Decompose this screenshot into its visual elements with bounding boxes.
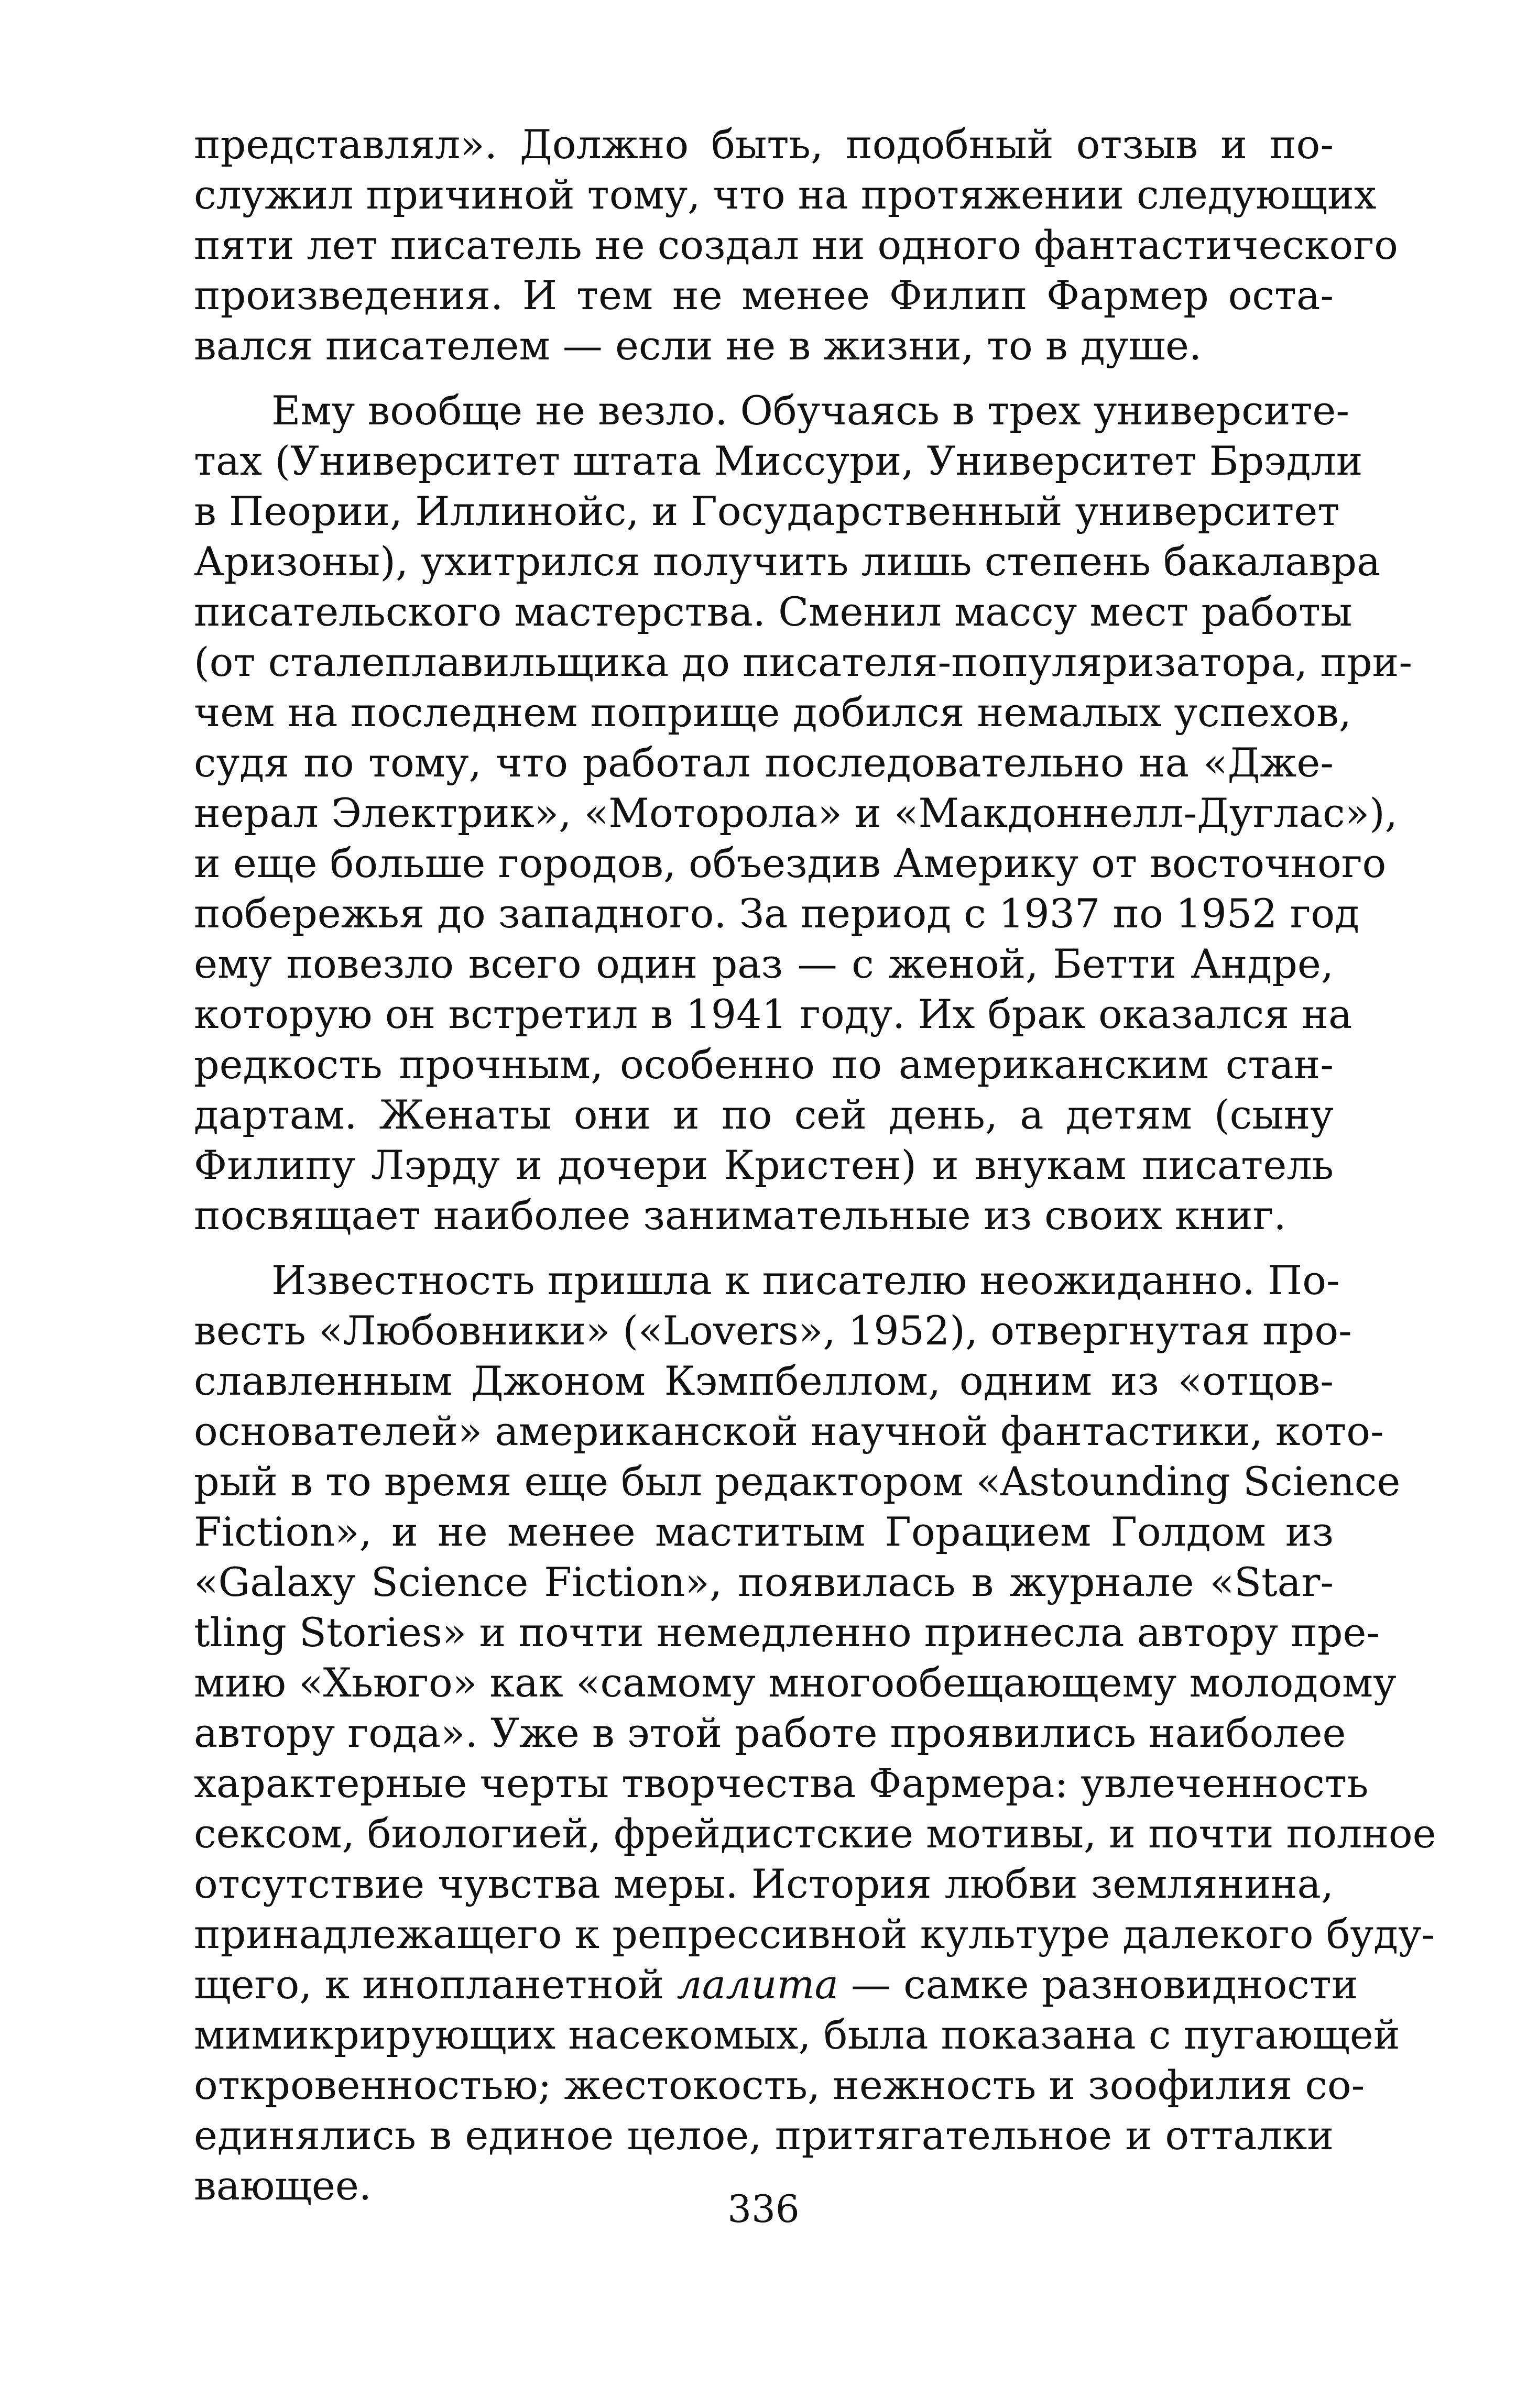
text-fragment: — самке разновидности: [838, 1961, 1358, 2008]
text-fragment: щего, к инопланетной: [194, 1961, 677, 2008]
text-line: пяти лет писатель не создал ни одного фантастического: [194, 222, 1398, 268]
text-line: редкость прочным, особенно по американским стан-: [194, 1041, 1334, 1088]
text-line: Известность пришла к писателю неожиданно. По-: [271, 1257, 1340, 1304]
text-line: автору года». Уже в этой работе проявились наиболее: [194, 1710, 1346, 1756]
text-line: весть «Любовники» («Lovers», 1952), отвергнутая про-: [194, 1307, 1352, 1354]
text-line: ему повезло всего один раз — с женой, Бетти Андре,: [194, 940, 1334, 987]
text-line: вающее.: [194, 2162, 372, 2209]
text-line: мию «Хьюго» как «самому многообещающему молодому: [194, 1659, 1397, 1706]
text-line: принадлежащего к репрессивной культуре далекого буду-: [194, 1911, 1435, 1957]
text-line: мимикрирующих насекомых, была показана с пугающей: [194, 2011, 1400, 2058]
text-line: (от сталеплавильщика до писателя-популяризатора, при-: [194, 639, 1413, 685]
text-line: tling Stories» и почти немедленно принесла автору пре-: [194, 1609, 1380, 1656]
italic-word-lalita: лалита: [677, 1961, 838, 2008]
text-line: характерные черты творчества Фармера: увлеченность: [194, 1760, 1369, 1807]
paragraph-2: [194, 386, 1413, 1241]
text-line: служил причиной тому, что на протяжении следующих: [194, 171, 1377, 218]
text-line: славленным Джоном Кэмпбеллом, одним из «отцов-: [194, 1358, 1334, 1404]
text-line: произведения. И тем не менее Филип Фармер оста-: [194, 272, 1334, 319]
text-line: и еще больше городов, объездив Америку от восточного: [194, 840, 1387, 886]
text-line: которую он встретил в 1941 году. Их брак оказался на: [194, 991, 1353, 1037]
text-line: нерал Электрик», «Моторола» и «Макдоннелл-Дуглас»),: [194, 790, 1398, 836]
text-line: чем на последнем поприще добился немалых успехов,: [194, 689, 1351, 736]
text-line: тах (Университет штата Миссури, Университет Брэдли: [194, 437, 1363, 484]
text-line: представлял». Должно быть, подобный отзыв и по-: [194, 121, 1334, 168]
text-line: дартам. Женаты они и по сей день, а детям (сыну: [194, 1091, 1334, 1138]
text-line: побережья до западного. За период с 1937 по 1952 год: [194, 890, 1359, 937]
text-line: писательского мастерства. Сменил массу мест работы: [194, 588, 1353, 635]
book-page: [194, 119, 1436, 2211]
paragraph-1: [194, 119, 1398, 371]
text-line-with-italic: [194, 1960, 1358, 2010]
text-line: отсутствие чувства меры. История любви землянина,: [194, 1860, 1334, 1907]
page-number: 336: [727, 2187, 800, 2231]
text-line: сексом, биологией, фрейдистские мотивы, и почти полное: [194, 1810, 1436, 1857]
text-line: Филипу Лэрду и дочери Кристен) и внукам писатель: [194, 1142, 1334, 1188]
text-line: Аризоны), ухитрился получить лишь степень бакалавра: [194, 538, 1381, 585]
text-line: Ему вообще не везло. Обучаясь в трех университе-: [271, 387, 1350, 434]
text-line: посвящает наиболее занимательные из своих книг.: [194, 1192, 1286, 1239]
paragraph-gap: [194, 1241, 1334, 1255]
text-line: единялись в единое целое, притягательное и отталки: [194, 2112, 1334, 2159]
text-line: откровенностью; жестокость, нежность и зоофилия со-: [194, 2062, 1365, 2108]
text-line: основателей» американской научной фантастики, кото-: [194, 1408, 1384, 1454]
text-line: «Galaxy Science Fiction», появилась в журнале «Star-: [194, 1559, 1334, 1605]
text-line: вался писателем — если не в жизни, то в душе.: [194, 322, 1202, 369]
text-line: Fiction», и не менее маститым Горацием Голдом из: [194, 1508, 1334, 1555]
text-line: в Пеории, Иллинойс, и Государственный университет: [194, 488, 1340, 534]
text-line: судя по тому, что работал последовательно на «Дже-: [194, 739, 1334, 786]
text-line: рый в то время еще был редактором «Astounding Science: [194, 1458, 1401, 1505]
paragraph-3: [194, 1255, 1436, 2211]
paragraph-gap: [194, 371, 1334, 386]
